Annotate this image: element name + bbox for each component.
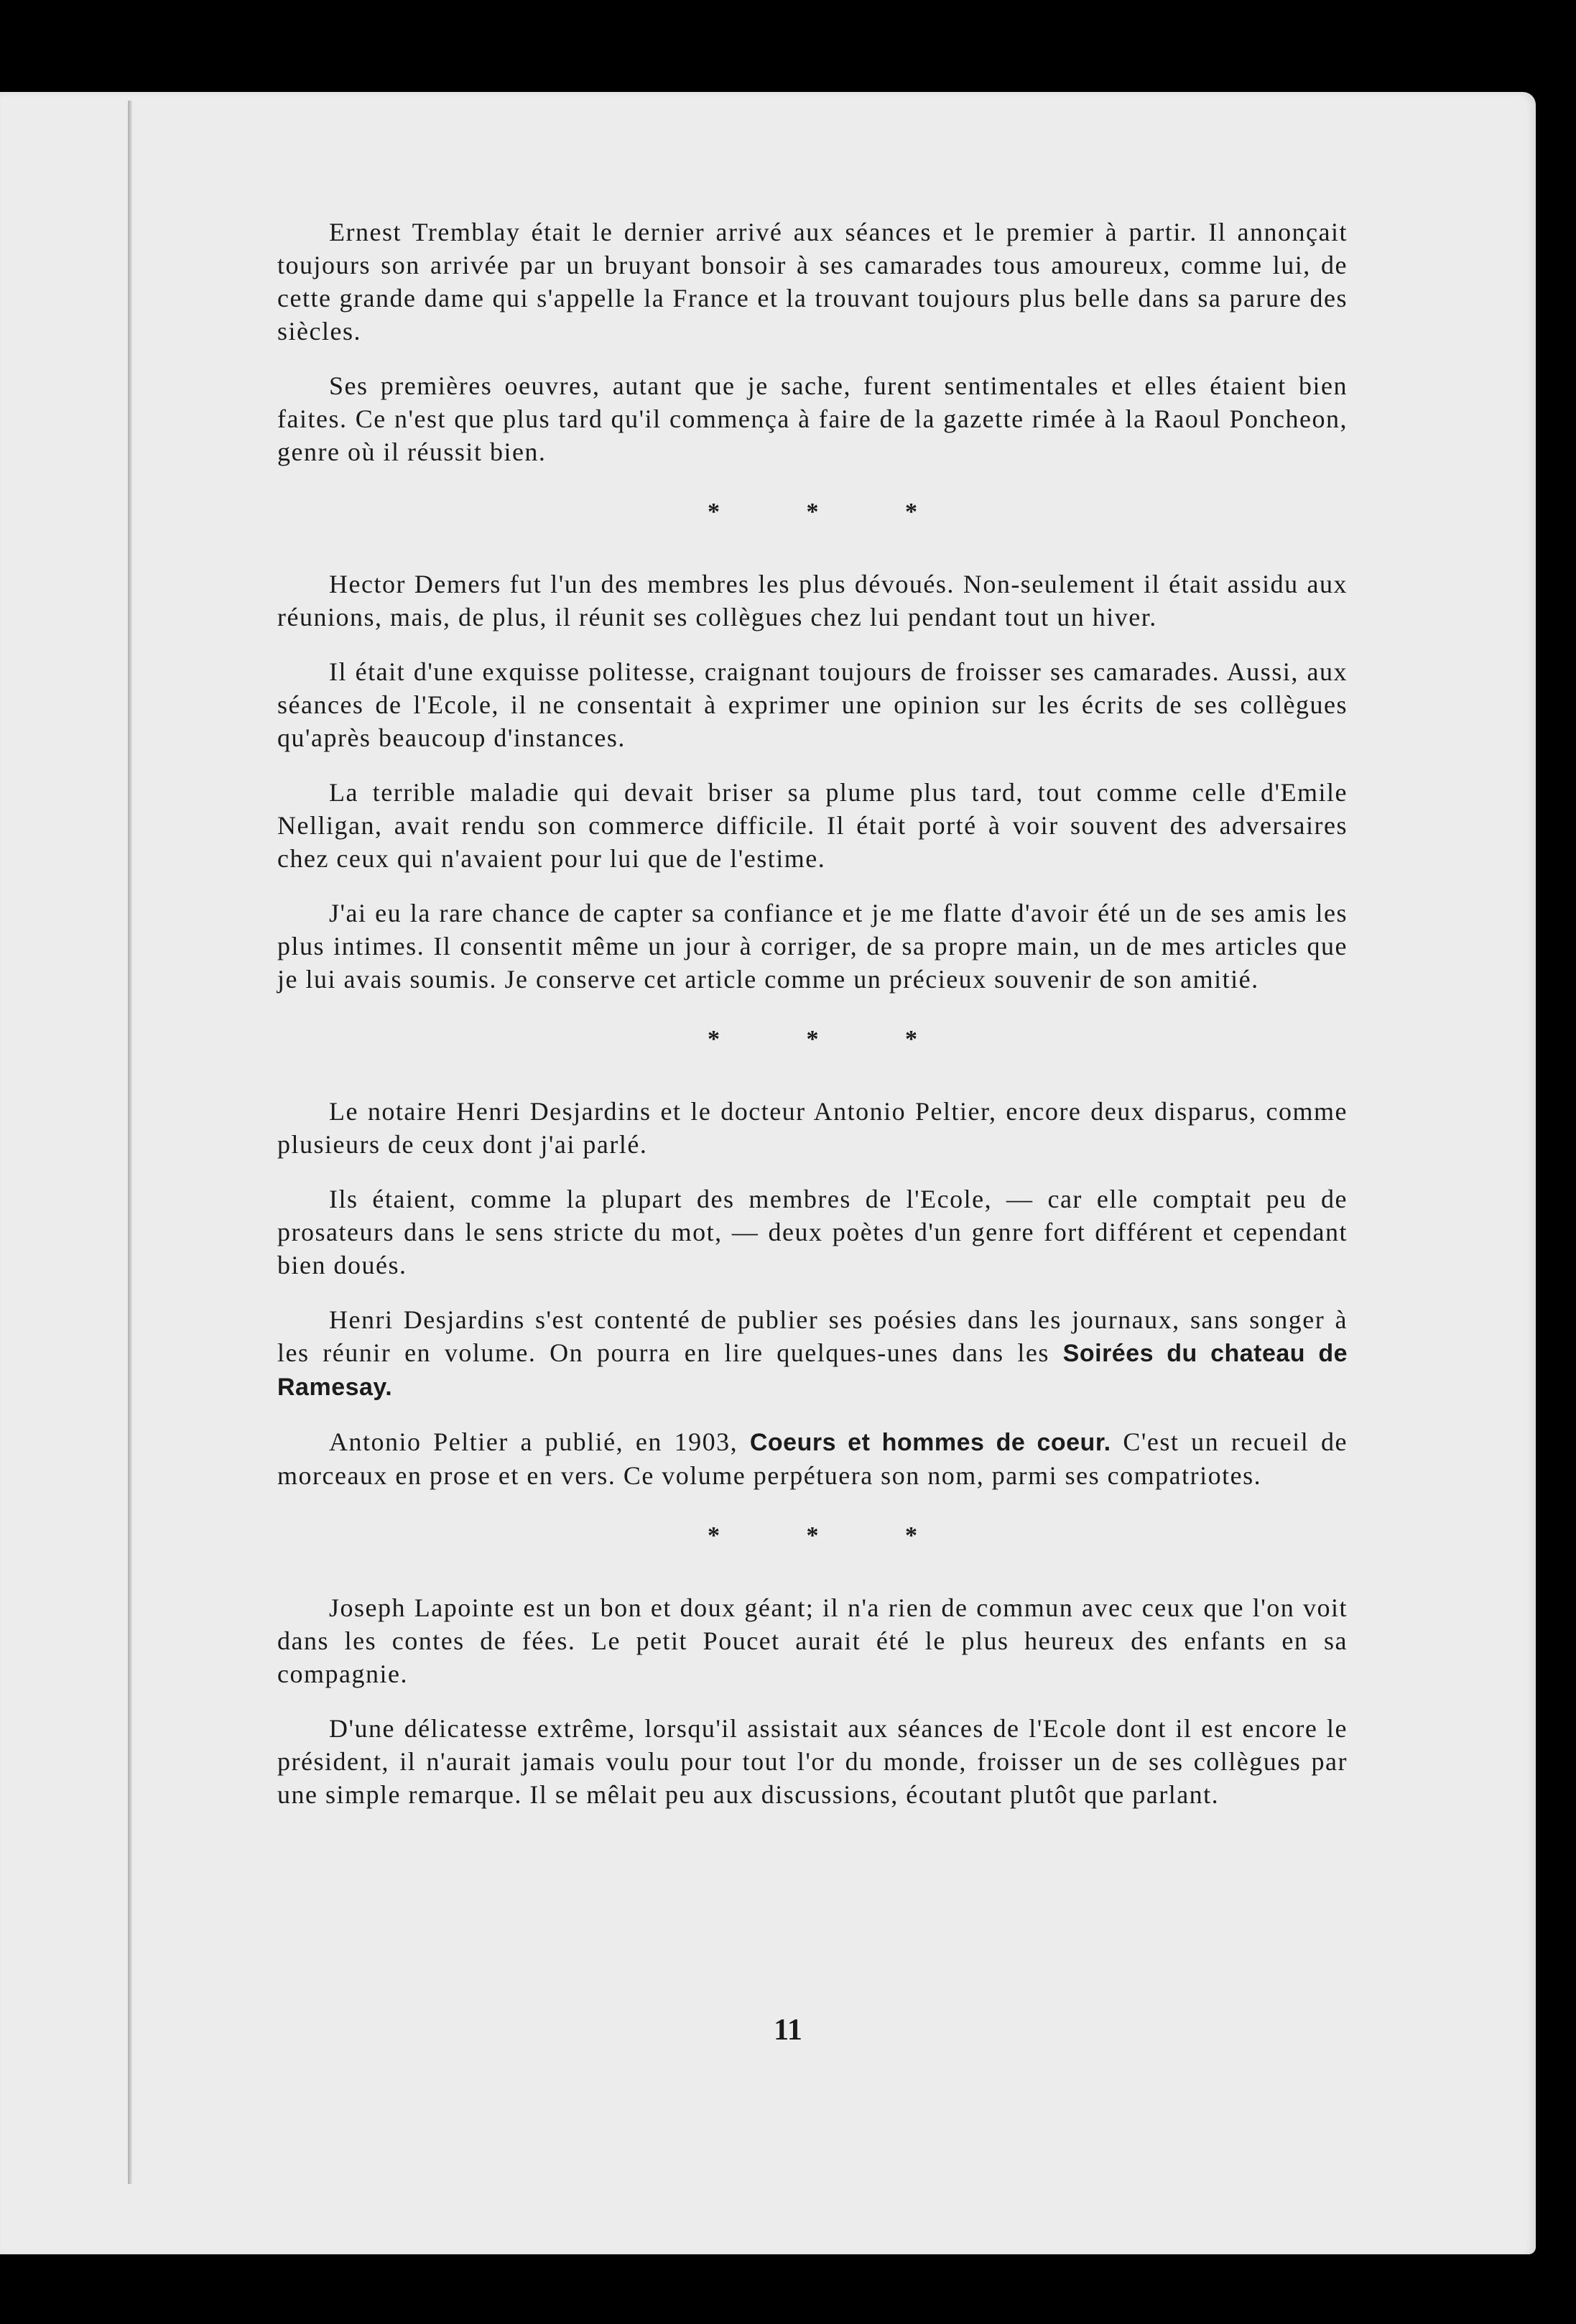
- paragraph: Ses premières oeuvres, autant que je sache, furent sentimentales et elles étaient bien faites. Ce n'est que plus tard qu'il commença à faire de la gazette rimée à la Raoul Poncheon, genre où il réussit bien.: [277, 371, 1348, 466]
- paragraph: Le notaire Henri Desjardins et le docteur Antonio Peltier, encore deux disparus, comme plusieurs de ceux dont j'ai parlé.: [277, 1097, 1348, 1159]
- paragraph: Ils étaient, comme la plupart des membres de l'Ecole, — car elle comptait peu de prosateurs dans le sens stricte du mot, — deux poètes d'un genre fort différent et cependant bien doués.: [277, 1185, 1348, 1279]
- book-title: Coeurs et hommes de coeur.: [749, 1429, 1111, 1456]
- section-separator: * * *: [708, 1026, 958, 1052]
- paragraph: Joseph Lapointe est un bon et doux géant; il n'a rien de commun avec ceux que l'on voit dans les contes de fées. Le petit Poucet aurait été le plus heureux des enfants en sa compagnie.: [277, 1593, 1348, 1688]
- paragraph: Ernest Tremblay était le dernier arrivé aux séances et le premier à partir. Il annonçait toujours son arrivée par un bruyant bonsoir à ses camarades tous amoureux, comme lui, de cette grande dame qui s'appelle la France et la trouvant toujours plus belle dans sa parure des siècles.: [277, 218, 1348, 346]
- binding-gutter: [128, 101, 132, 2184]
- body-text: [277, 216, 1348, 1833]
- paragraph: Antonio Peltier a publié, en 1903, Coeurs et hommes de coeur. C'est un recueil de morceaux en prose et en vers. Ce volume perpétuera son nom, parmi ses compatriotes.: [277, 1427, 1348, 1490]
- paragraph: Hector Demers fut l'un des membres les plus dévoués. Non-seulement il était assidu aux réunions, mais, de plus, il réunit ses collègues chez lui pendant tout un hiver.: [277, 570, 1348, 631]
- paragraph: J'ai eu la rare chance de capter sa confiance et je me flatte d'avoir été un de ses amis les plus intimes. Il consentit même un jour à corriger, de sa propre main, un de mes articles que je lui avais soumis. Je conserve cet article comme un précieux souvenir de son amitié.: [277, 899, 1348, 994]
- paragraph: D'une délicatesse extrême, lorsqu'il assistait aux séances de l'Ecole dont il est encore le président, il n'aurait jamais voulu pour tout l'or du monde, froisser un de ses collègues par une simple remarque. Il se mêlait peu aux discussions, écoutant plutôt que parlant.: [277, 1714, 1348, 1809]
- section-separator: * * *: [708, 499, 958, 525]
- section-separator: * * *: [708, 1522, 958, 1549]
- book-title: Soirées du chateau de Ramesay.: [277, 1340, 1348, 1401]
- page-number: 11: [774, 2014, 802, 2047]
- paragraph: La terrible maladie qui devait briser sa plume plus tard, tout comme celle d'Emile Nelligan, avait rendu son commerce difficile. Il était porté à voir souvent des adversaires chez ceux qui n'avaient pour lui que de l'estime.: [277, 778, 1348, 873]
- paragraph: Il était d'une exquisse politesse, craignant toujours de froisser ses camarades. Aussi, aux séances de l'Ecole, il ne consentait à exprimer une opinion sur les écrits de ses collègues qu'après beaucoup d'instances.: [277, 657, 1348, 752]
- paragraph: Henri Desjardins s'est contenté de publier ses poésies dans les journaux, sans songer à les réunir en volume. On pourra en lire quelques-unes dans les Soirées du chateau de Ramesay.: [277, 1305, 1348, 1401]
